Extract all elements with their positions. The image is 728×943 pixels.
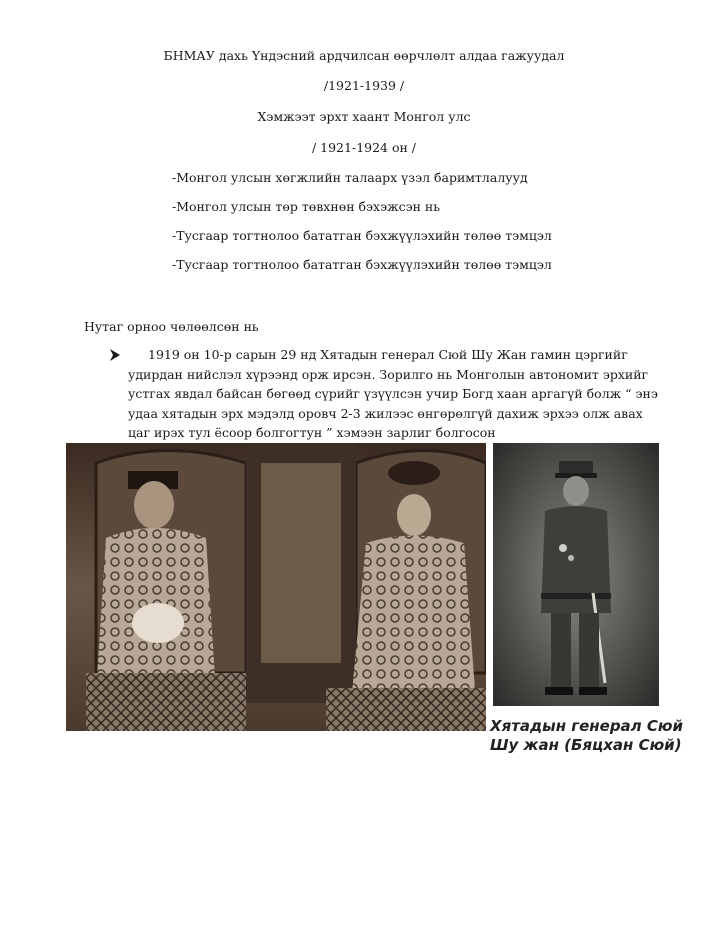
topic-item: -Тусгаар тогтнолоо бататган бэхжүүлэхийн төлөө тэмцэл [172,257,552,272]
section-paragraph: 1919 он 10-р сарын 29 нд Хятадын генерал Сюй Шу Жан гамин цэргийг удирдан нийслэл хүрээнд орж ирсэн. Зорилго нь Монголын автономит эрхийг устгах явдал байсан бөгөөд сүрийг үзүүлсэн учир Богд хаан аргагүй болж “ энэ удаа хятадын эрх мэдэлд оровч 2-3 жилээс өнгөрөлгүй дахиж эрхээ олж авах цаг ирэх тул ёсоор болгогтун ” хэмээн зарлиг болгосон [128,347,658,440]
photo-caption-line1: Хятадын генерал Сюй [490,717,683,735]
bogd-khan-photo [66,443,486,731]
section-heading: Нутаг орноо чөлөөлсөн нь [84,319,259,334]
doc-subperiod: / 1921-1924 он / [311,140,417,155]
arrow-bullet-icon [108,348,122,362]
doc-period: /1921-1939 / [323,78,405,93]
topic-item: -Монгол улсын төр төвхнөн бэхэжсэн нь [172,199,441,214]
photo-caption-line2: Шу жан (Бяцхан Сюй) [490,736,682,754]
topic-item: -Монгол улсын хөгжлийн талаарх үзэл баримтлалууд [172,170,528,185]
topic-item: -Тусгаар тогтнолоо бататган бэхжүүлэхийн төлөө тэмцэл [172,228,552,243]
doc-title: БНМАУ дахь Үндэсний ардчилсан өөрчлөлт алдаа гажуудал [163,48,565,63]
doc-subtitle: Хэмжээт эрхт хаант Монгол улс [257,109,471,124]
general-photo [493,443,659,706]
